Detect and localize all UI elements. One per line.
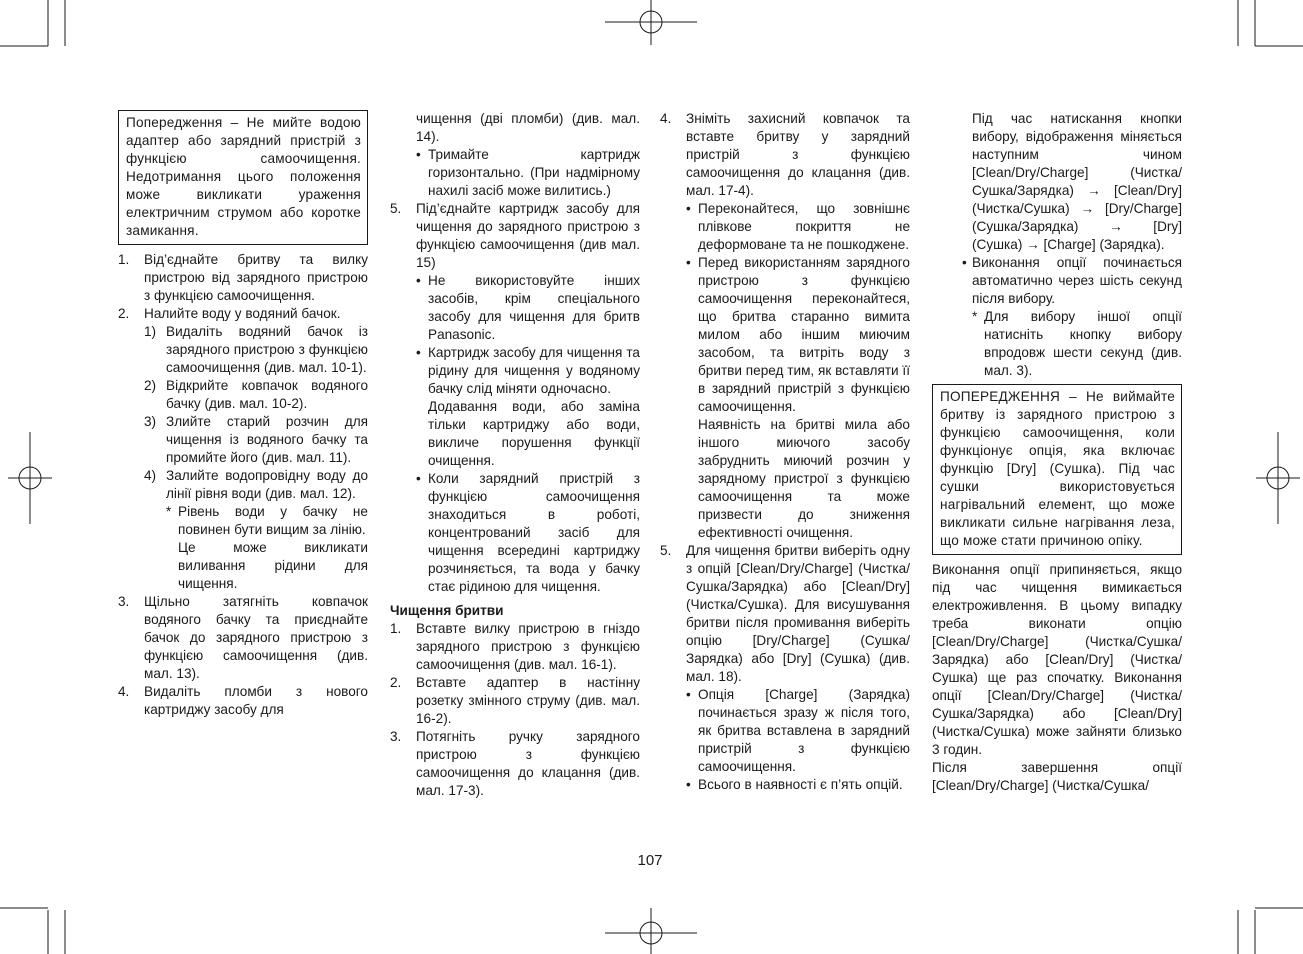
bullet-item: • Переконайтеся, що зовнішнє плівкове покриття не деформоване та не пошкоджене. xyxy=(686,201,910,252)
note-item: * Рівень води у бачку не повинен бути вищим за лінію. xyxy=(166,504,368,537)
paragraph: Після завершення опції [Clean/Dry/Charge] (Чистка/Сушка/ xyxy=(932,760,1182,793)
bullet-item: • Тримайте картридж горизонтально. (При надмірному нахилі засіб може вилитись.) xyxy=(416,147,640,198)
list-item: 4. Зніміть захисний ковпачок та вставте бритву у зарядний пристрій з функцією самоочищення до клацання (див. мал. 17-4). xyxy=(660,111,910,198)
column-4 xyxy=(932,110,1182,795)
sub-list-item: 1) Видаліть водяний бачок із зарядного пристрою з функцією самоочищення (див. мал. 10-1). xyxy=(144,324,368,375)
list-item: 1. Від’єднайте бритву та вилку пристрою від зарядного пристрою з функцією самоочищення. xyxy=(118,252,368,303)
list-item: 3. Щільно затягніть ковпачок водяного бачку та приєднайте бачок до зарядного пристрою з функцією самоочищення (див. мал. 13). xyxy=(118,594,368,681)
continuation-text: Під час натискання кнопки вибору, відображення міняється наступним чином [Clean/Dry/Charge] (Чистка/Сушка/Зарядка) → [Clean/Dry] (Чистка/Сушка) → [Dry/Charge] (Сушка/Зарядка) → [Dry] (Сушка) → [Charge] (Зарядка). xyxy=(972,111,1182,252)
warning-text-2: ПОПЕРЕДЖЕННЯ – Не виймайте бритву із зарядного пристрою з функцією самоочищення, коли функціонує опція, яка включає функцію [Dry] (Сушка). Під час сушки використовується нагрівальний елемент, що може викликати сильне нагрівання леза, що може стати причиною опіку. xyxy=(940,389,1175,548)
sub-list-item: 2) Відкрийте ковпачок водяного бачку (див. мал. 10-2). xyxy=(144,378,368,411)
column-3 xyxy=(660,110,910,794)
continuation-text: чищення (дві пломби) (див. мал. 14). xyxy=(416,111,640,144)
list-item: 2. Вставте адаптер в настінну розетку змінного струму (див. мал. 16-2). xyxy=(390,675,640,726)
list-item: 3. Потягніть ручку зарядного пристрою з функцією самоочищення до клацання (див. мал. 17-3). xyxy=(390,729,640,798)
warning-box-1 xyxy=(118,110,368,245)
sub-list-item: 3) Злийте старий розчин для чищення із водяного бачку та промийте його (див. мал. 11). xyxy=(144,414,368,465)
page-number: 107 xyxy=(637,852,663,869)
bullet-continuation: Наявність на бритві мила або іншого миючого засобу забруднить миючий розчин у зарядному пристрої з функцією самоочищення та може призвести до зниження ефективності очищення. xyxy=(698,417,910,540)
column-2 xyxy=(390,110,640,800)
note-item: * Для вибору іншої опції натисніть кнопку вибору впродовж шести секунд (див. мал. 3). xyxy=(972,309,1182,378)
list-item: 1. Вставте вилку пристрою в гніздо зарядного пристрою з функцією самоочищення (див. мал. 16-1). xyxy=(390,621,640,672)
list-item: 5. Під’єднайте картридж засобу для чищення до зарядного пристрою з функцією самоочищення (див мал. 15) xyxy=(390,201,640,270)
bullet-item: • Коли зарядний пристрій з функцією самоочищення знаходиться в роботі, концентрований засіб для чищення всередині картриджу розчиняється, та вода у бачку стає рідиною для чищення. xyxy=(416,471,640,594)
warning-text-1: Попередження – Не мийте водою адаптер або зарядний пристрій з функцією самоочищення. Недотримання цього положення може викликати ураження електричним струмом або коротке замикання. xyxy=(126,115,361,238)
sub-list-item: 4) Залийте водопровідну воду до лінії рівня води (див. мал. 12). xyxy=(144,468,368,501)
bullet-item: • Виконання опції починається автоматично через шість секунд після вибору. xyxy=(962,255,1182,306)
bullet-item: • Картридж засобу для чищення та рідину для чищення у водяному бачку слід міняти одночасно. xyxy=(416,345,640,396)
list-item: 4. Видаліть пломби з нового картриджу засобу для xyxy=(118,684,368,717)
bullet-item: • Перед використанням зарядного пристрою з функцією самоочищення переконайтеся, що бритва старанно вимита милом або іншим миючим засобом, та витріть воду з бритви перед тим, як вставляти її в зарядний пристрій з функцією самоочищення. xyxy=(686,255,910,414)
list-item: 5. Для чищення бритви виберіть одну з опцій [Clean/Dry/Charge] (Чистка/Сушка/Зарядка) або [Clean/Dry] (Чистка/Сушка). Для висушування бритви після промивання виберіть опцію [Dry/Charge] (Сушка/Зарядка) або [Dry] (Сушка) (див. мал. 18). xyxy=(660,543,910,684)
note-continuation: Це може викликати виливання рідини для чищення. xyxy=(178,540,368,591)
list-item: 2. Налийте воду у водяний бачок. xyxy=(118,306,341,321)
bullet-item: • Не використовуйте інших засобів, крім спеціального засобу для чищення для бритв Panasonic. xyxy=(416,273,640,342)
warning-box-2 xyxy=(932,384,1182,555)
column-1 xyxy=(118,110,368,719)
bullet-item: • Опція [Charge] (Зарядка) починається зразу ж після того, як бритва вставлена в зарядний пристрій з функцією самоочищення. xyxy=(686,687,910,774)
paragraph: Виконання опції припиняється, якщо під час чищення вимикається електроживлення. В цьому випадку треба виконати опцію [Clean/Dry/Charge] (Чистка/Сушка/Зарядка) або [Clean/Dry] (Чистка/Сушка) ще раз спочатку. Виконання опції [Clean/Dry/Charge] (Чистка/Сушка/Зарядка) або [Clean/Dry] (Чистка/Сушка) може зайняти близько 3 годин. xyxy=(932,562,1182,757)
section-heading: Чищення бритви xyxy=(390,603,504,618)
bullet-item: • Всього в наявності є п’ять опцій. xyxy=(686,777,903,792)
bullet-continuation: Додавання води, або заміна тільки картриджу або води, викличе порушення функції очищення. xyxy=(428,399,640,468)
